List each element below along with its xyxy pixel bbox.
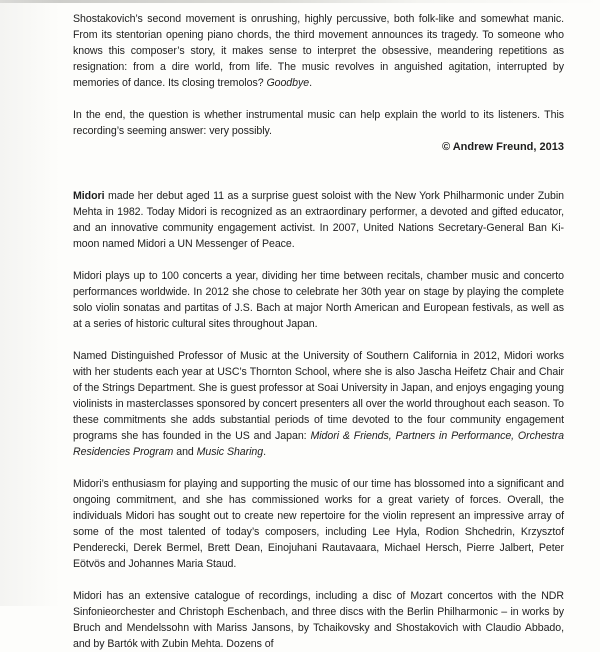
bio-paragraph-5 bbox=[73, 588, 564, 652]
text-run: and bbox=[173, 446, 197, 458]
page-left-edge-shadow bbox=[0, 0, 60, 606]
bio-paragraph-1 bbox=[73, 188, 564, 252]
essay-paragraph-1 bbox=[73, 11, 564, 91]
bio-paragraph-2 bbox=[73, 268, 564, 332]
text-run: . bbox=[309, 77, 312, 89]
page-top-edge-shadow bbox=[0, 0, 600, 3]
italic-text-run: Goodbye bbox=[266, 77, 310, 89]
text-run: . bbox=[263, 446, 267, 458]
text-run: In the end, the question is whether instrumental music can help explain the world to its listeners. This recording’s seeming answer: very possibly. bbox=[73, 109, 564, 137]
text-run: Named Distinguished Professor of Music at the University of Southern California in 2012, Midori works with her students each year at USC’s Thornton School, where she is also Jascha Heifetz Chair and Chair of the Strings Department. She is guest professor at Soai University in Japan, and enjoys engaging young violinists in masterclasses sponsored by concert presenters all over the world throughout each season. To these commitments she adds substantial periods of time devoted to the four community engagement programs she has founded in the US and Japan: bbox=[73, 350, 564, 442]
essay-section bbox=[73, 11, 564, 155]
italic-text-run: Midori & Friends, Partners in Performance, Orchestra Residencies Program bbox=[73, 430, 564, 458]
italic-text-run: Music Sharing bbox=[196, 446, 264, 458]
text-run: Midori’s enthusiasm for playing and supporting the music of our time has blossomed into a significant and ongoing commitment, and she has commissioned works for a great variety of forces. Overall, the individuals Midori has sought out to create new repertoire for the violin represent an impressive array of some of the most talented of today’s composers, including Lee Hyla, Rodion Shchedrin, Krzysztof Penderecki, Derek Bermel, Brett Dean, Einojuhani Rautavaara, Michael Hersch, Pierre Jalbert, Peter Eötvös and Johannes Maria Staud. bbox=[73, 478, 564, 570]
text-run: Midori plays up to 100 concerts a year, dividing her time between recitals, chamber music and concerto performances worldwide. In 2012 she chose to celebrate her 30th year on stage by playing the complete solo violin sonatas and partitas of J.S. Bach at major North American and European festivals, as well as at a series of historic cultural sites throughout Japan. bbox=[73, 270, 564, 330]
bio-paragraph-4 bbox=[73, 476, 564, 572]
booklet-page bbox=[73, 11, 564, 652]
bio-paragraph-3 bbox=[73, 348, 564, 460]
artist-name: Midori bbox=[73, 190, 105, 202]
biography-section bbox=[73, 188, 564, 652]
text-run: Shostakovich’s second movement is onrushing, highly percussive, both folk-like and somewhat manic. From its stentorian opening piano chords, the third movement announces its tragedy. To someone who knows this composer’s story, it makes sense to interpret the obsessive, meandering repetitions as resignation: from a dire world, from life. The music revolves in anguished agitation, interrupted by memories of dance. Its closing tremolos? bbox=[73, 13, 564, 89]
text-run: Midori has an extensive catalogue of recordings, including a disc of Mozart concertos with the NDR Sinfonieorchester and Christoph Eschenbach, and three discs with the Berlin Philharmonic – in works by Bruch and Mendelssohn with Mariss Jansons, by Tchaikovsky and Shostakovich with Claudio Abbado, and by Bartók with Zubin Mehta. Dozens of bbox=[73, 590, 564, 650]
essay-paragraph-2 bbox=[73, 107, 564, 139]
text-run: made her debut aged 11 as a surprise guest soloist with the New York Philharmonic under Zubin Mehta in 1982. Today Midori is recognized as an extraordinary performer, a devoted and gifted educator, and an innovative community engagement activist. In 2007, United Nations Secretary-General Ban Ki-moon named Midori a UN Messenger of Peace. bbox=[73, 190, 564, 250]
essay-signature: © Andrew Freund, 2013 bbox=[441, 141, 564, 153]
